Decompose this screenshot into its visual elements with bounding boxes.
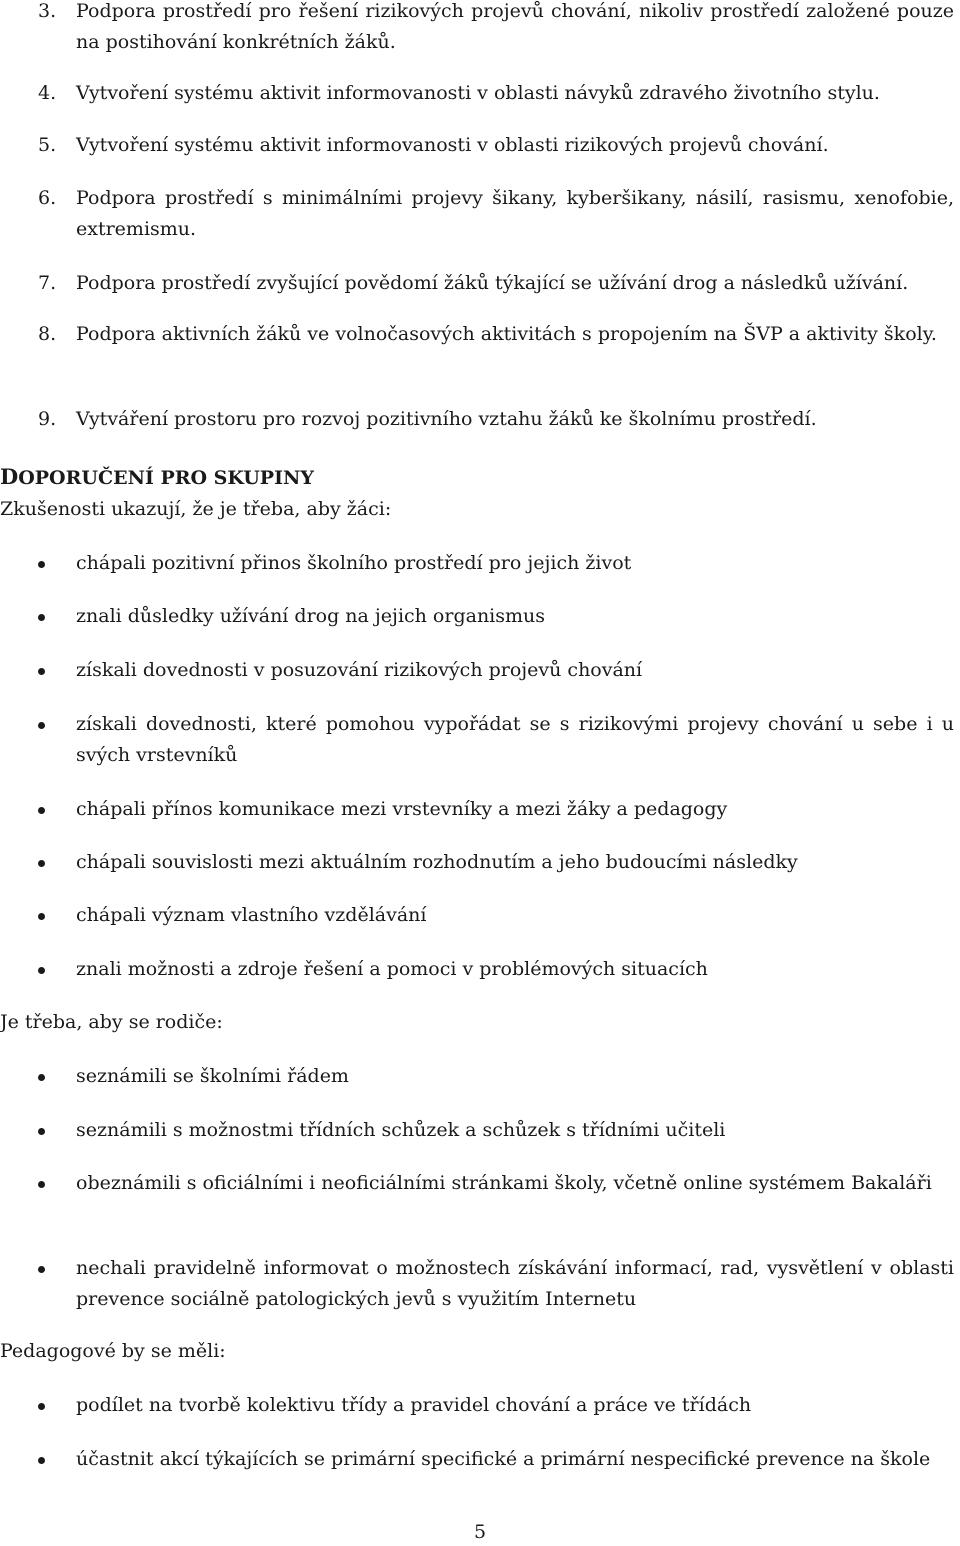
list-item-text: chápali význam vlastního vzdělávání: [76, 904, 427, 926]
item-number: 7.: [38, 272, 57, 294]
list-item-text: chápali souvislosti mezi aktuálním rozhodnutím a jeho budoucími následky: [76, 851, 798, 873]
item-number: 3.: [38, 0, 57, 22]
item-text: Vytvoření systému aktivit informovanosti v oblasti rizikových projevů chování.: [76, 134, 829, 156]
item-number: 5.: [38, 134, 57, 156]
parents-intro: Je třeba, aby se rodiče:: [0, 1011, 223, 1033]
teachers-intro: Pedagogové by se měli:: [0, 1340, 226, 1362]
list-item-text: seznámili se školními řádem: [76, 1065, 349, 1087]
bullet-icon: [38, 967, 45, 974]
bullet-icon: [38, 668, 45, 675]
bullet-icon: [38, 1403, 45, 1410]
bullet-icon: [38, 1128, 45, 1135]
bullet-icon: [38, 913, 45, 920]
list-item-text: seznámili s možnostmi třídních schůzek a schůzek s třídními učiteli: [76, 1119, 726, 1141]
bullet-icon: [38, 1266, 45, 1273]
list-item-text: podílet na tvorbě kolektivu třídy a pravidel chování a práce ve třídách: [76, 1394, 752, 1416]
bullet-icon: [38, 860, 45, 867]
item-text: Podpora prostředí zvyšující povědomí žáků týkající se užívání drog a následků užívání.: [76, 272, 909, 294]
item-number: 6.: [38, 187, 57, 209]
heading-rest: OPORUČENÍ PRO SKUPINY: [18, 467, 314, 489]
item-text: Vytváření prostoru pro rozvoj pozitivního vztahu žáků ke školnímu prostředí.: [76, 408, 817, 430]
item-text: Podpora aktivních žáků ve volnočasových aktivitách s propojením na ŠVP a aktivity školy.: [76, 323, 937, 345]
bullet-icon: [38, 722, 45, 729]
section-heading: [0, 463, 314, 492]
list-item-text: získali dovednosti v posuzování rizikových projevů chování: [76, 659, 643, 681]
list-item-text: znali důsledky užívání drog na jejich organismus: [76, 605, 546, 627]
bullet-icon: [38, 807, 45, 814]
list-item-text: účastnit akcí týkajících se primární specifické a primární nespecifické prevence na škole: [76, 1448, 931, 1470]
bullet-icon: [38, 614, 45, 621]
list-item-text: získali dovednosti, které pomohou vypořádat se s rizikovými projevy chování u sebe i u svých vrstevníků: [76, 713, 954, 766]
list-item-text: chápali pozitivní přinos školního prostředí pro jejich život: [76, 552, 632, 574]
bullet-icon: [38, 561, 45, 568]
item-number: 9.: [38, 408, 57, 430]
list-item-text: nechali pravidelně informovat o možnostech získávání informací, rad, vysvětlení v oblasti prevence sociálně patologických jevů s využitím Internetu: [76, 1257, 954, 1310]
item-number: 4.: [38, 82, 57, 104]
item-text: Podpora prostředí pro řešení rizikových projevů chování, nikoliv prostředí založené pouze na postihování konkrétních žáků.: [76, 0, 954, 53]
list-item-text: znali možnosti a zdroje řešení a pomoci v problémových situacích: [76, 958, 708, 980]
item-text: Podpora prostředí s minimálními projevy šikany, kyberšikany, násilí, rasismu, xenofobie, extremismu.: [76, 187, 954, 240]
heading-initial: D: [0, 464, 19, 489]
students-intro: Zkušenosti ukazují, že je třeba, aby žáci:: [0, 498, 392, 520]
list-item-text: obeznámili s oficiálními i neoficiálními stránkami školy, včetně online systémem Bakaláři: [76, 1172, 932, 1194]
bullet-icon: [38, 1181, 45, 1188]
page-number: 5: [473, 1521, 487, 1543]
bullet-icon: [38, 1457, 45, 1464]
list-item-text: chápali přínos komunikace mezi vrstevníky a mezi žáky a pedagogy: [76, 798, 728, 820]
item-text: Vytvoření systému aktivit informovanosti v oblasti návyků zdravého životního stylu.: [76, 82, 880, 104]
bullet-icon: [38, 1074, 45, 1081]
item-number: 8.: [38, 323, 57, 345]
